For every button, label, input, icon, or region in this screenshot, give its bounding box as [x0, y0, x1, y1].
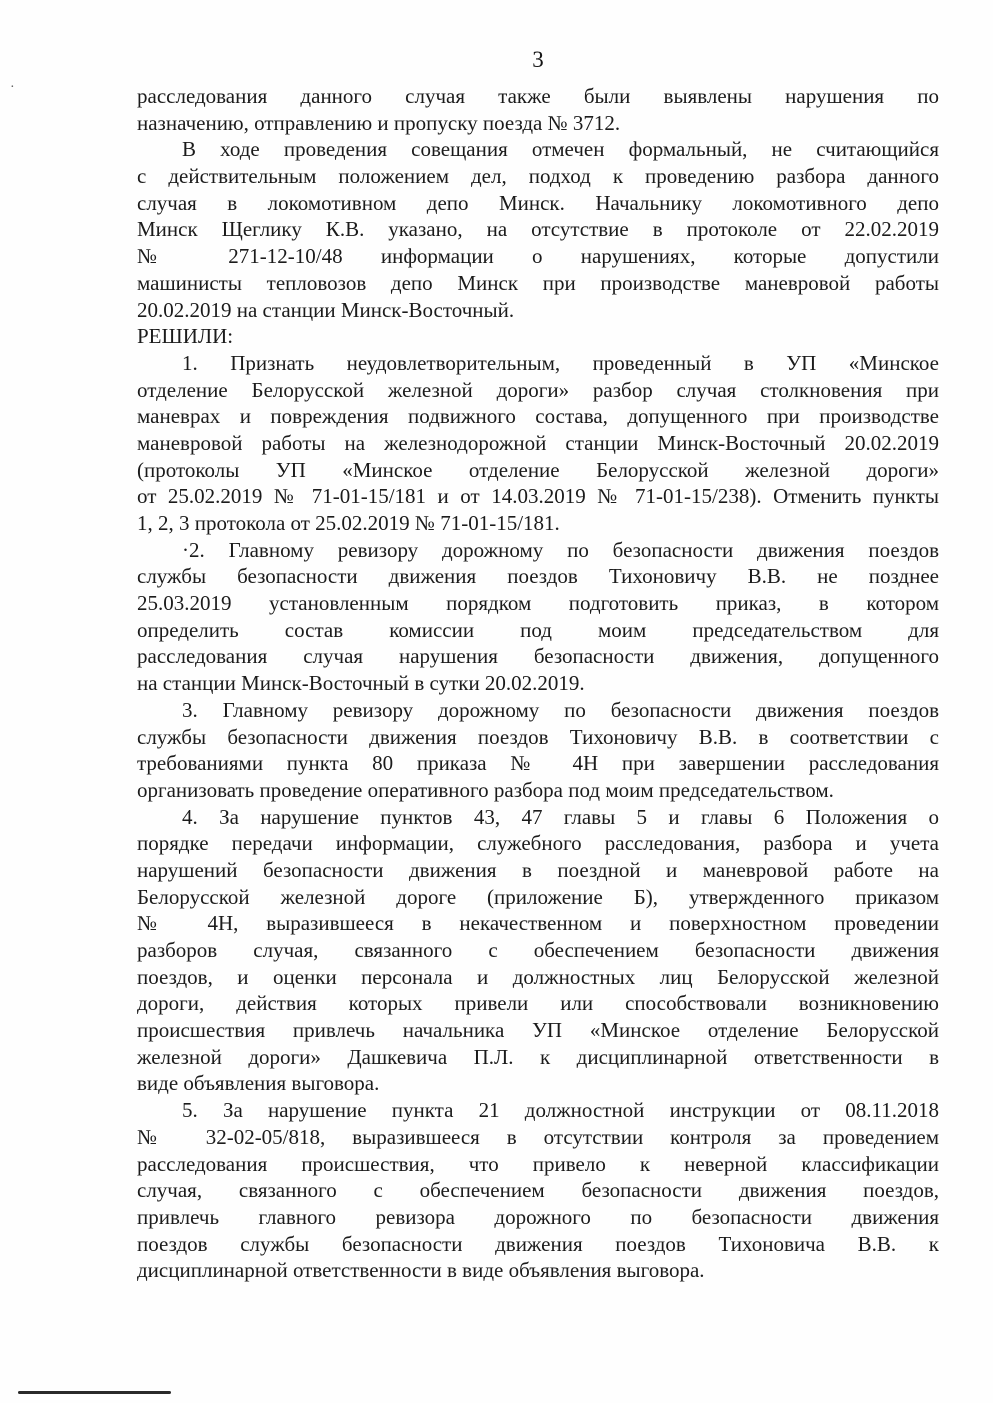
footnote-separator-line [18, 1391, 171, 1394]
text-line: № 271-12-10/48 информации о нарушениях, которые допустили [137, 244, 939, 269]
text-line: назначению, отправлению и пропуску поезда № 3712. [137, 110, 621, 135]
text-line: (протоколы УП «Минское отделение Белорусской железной дороги» [137, 457, 939, 482]
text-line: маневровой работы на железнодорожной станции Минск-Восточный 20.02.2019 [137, 430, 939, 455]
text-line: требованиями пункта 80 приказа № 4Н при завершении расследования [137, 751, 939, 776]
text-line: с действительным положением дел, подход к проведению разбора данного [137, 164, 939, 189]
text-line: на станции Минск-Восточный в сутки 20.02.2019. [137, 671, 585, 696]
text-line: 25.03.2019 установленным порядком подготовить приказ, в котором [137, 591, 939, 616]
text-line: поездов службы безопасности движения поездов Тихоновича В.В. к [137, 1231, 939, 1256]
text-line: 1. Признать неудовлетворительным, проведенный в УП «Минское [182, 350, 939, 375]
text-line: 1, 2, 3 протокола от 25.02.2019 № 71-01-15/181. [137, 511, 560, 535]
text-line: службы безопасности движения поездов Тихоновичу В.В. в соответствии с [137, 724, 939, 749]
text-line: Белорусской железной дороге (приложение Б), утвержденного приказом [137, 884, 939, 909]
text-line: дороги, действия которых привели или способствовали возникновению [137, 991, 939, 1016]
scan-artifact-dot: · [10, 80, 15, 95]
document-text [137, 83, 939, 1284]
text-line: поездов, и оценки персонала и должностных лиц Белорусской железной [137, 964, 939, 989]
text-line: отделение Белорусской железной дороги» разбор случая столкновения при [137, 377, 939, 402]
text-line: Минск Щеглику К.В. указано, на отсутствие в протоколе от 22.02.2019 [137, 217, 939, 242]
text-line: 20.02.2019 на станции Минск-Восточный. [137, 297, 515, 322]
text-line: расследования данного случая также были выявлены нарушения по [137, 84, 939, 108]
text-line: В ходе проведения совещания отмечен формальный, не считающийся [182, 137, 939, 162]
text-line: организовать проведение оперативного разбора под моим председательством. [137, 777, 834, 802]
text-line: железной дороги» Дашкевича П.Л. к дисциплинарной ответственности в [137, 1044, 939, 1069]
text-line: случая, связанного с обеспечением безопасности движения поездов, [137, 1178, 939, 1203]
text-line: РЕШИЛИ: [137, 324, 234, 349]
text-line: дисциплинарной ответственности в виде объявления выговора. [137, 1258, 705, 1283]
text-line: от 25.02.2019 № 71-01-15/181 и от 14.03.2019 № 71-01-15/238). Отменить пункты [137, 484, 939, 509]
text-line: случая в локомотивном депо Минск. Начальнику локомотивного депо [137, 190, 939, 215]
text-line: 5. За нарушение пункта 21 должностной инструкции от 08.11.2018 [182, 1098, 939, 1123]
text-line: виде объявления выговора. [137, 1071, 380, 1096]
text-line: нарушений безопасности движения в поездной и маневровой работе на [137, 857, 939, 882]
text-line: порядке передачи информации, служебного расследования, разбора и учета [137, 831, 939, 856]
text-line: расследования происшествия, что привело к неверной классификации [137, 1151, 939, 1176]
text-line: № 32-02-05/818, выразившееся в отсутствии контроля за проведением [137, 1124, 939, 1149]
text-line: № 4Н, выразившееся в некачественном и поверхностном проведении [137, 911, 939, 936]
page-number: 3 [532, 47, 544, 72]
text-line: ·2. Главному ревизору дорожному по безопасности движения поездов [182, 537, 939, 562]
text-line: происшествия привлечь начальника УП «Минское отделение Белорусской [137, 1018, 939, 1043]
text-line: машинисты тепловозов депо Минск при производстве маневровой работы [137, 270, 939, 295]
text-line: 3. Главному ревизору дорожному по безопасности движения поездов [182, 697, 939, 722]
text-line: разборов случая, связанного с обеспечением безопасности движения [137, 938, 939, 962]
text-line: маневрах и повреждения подвижного состава, допущенного при производстве [137, 404, 939, 429]
text-line: службы безопасности движения поездов Тихоновичу В.В. не позднее [137, 564, 939, 589]
text-line: привлечь главного ревизора дорожного по безопасности движения [137, 1204, 939, 1229]
text-line: расследования случая нарушения безопасности движения, допущенного [137, 644, 939, 669]
text-line: определить состав комиссии под моим председательством для [137, 617, 939, 642]
text-line: 4. За нарушение пунктов 43, 47 главы 5 и главы 6 Положения о [182, 804, 939, 829]
